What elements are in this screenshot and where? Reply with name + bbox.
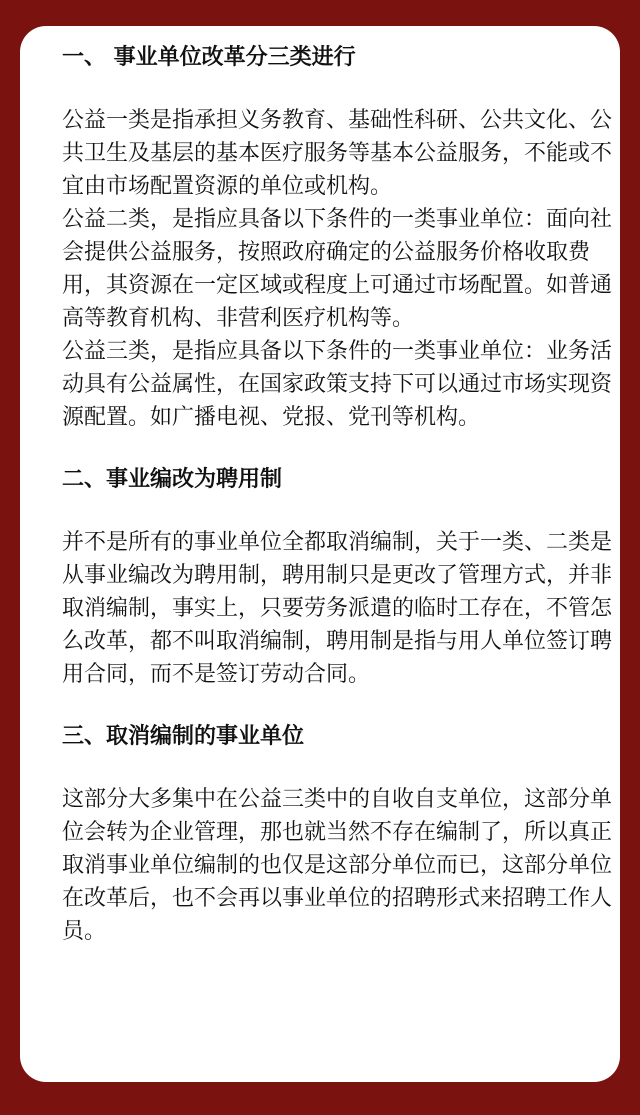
paragraph-employment-contract: 并不是所有的事业单位全都取消编制，关于一类、二类是从事业编改为聘用制，聘用制只是更改了管理方式，并非取消编制，事实上，只要劳务派遣的临时工存在，不管怎么改革，都不叫取消编制，聘用制是指与用人单位签订聘用合同，而不是签订劳动合同。: [62, 530, 613, 687]
section-body: [62, 104, 613, 434]
paragraph-public-welfare-1: 公益一类是指承担义务教育、基础性科研、公共文化、公共卫生及基层的基本医疗服务等基本公益服务，不能或不宜由市场配置资源的单位或机构。: [62, 108, 613, 199]
section-heading: 二、事业编改为聘用制: [62, 467, 283, 492]
section-reform-categories: [62, 42, 613, 434]
paragraph-public-welfare-3: 公益三类，是指应具备以下条件的一类事业单位：业务活动具有公益属性，在国家政策支持下可以通过市场实现资源配置。如广播电视、党报、党刊等机构。: [62, 339, 613, 430]
content-card: [20, 26, 620, 1082]
section-employment-contract: [62, 464, 613, 691]
paragraph-public-welfare-2: 公益二类，是指应具备以下条件的一类事业单位：面向社会提供公益服务，按照政府确定的公益服务价格收取费用，其资源在一定区域或程度上可通过市场配置。如普通高等教育机构、非营利医疗机构等。: [62, 207, 613, 331]
paragraph-cancelled-establishment: 这部分大多集中在公益三类中的自收自支单位，这部分单位会转为企业管理，那也就当然不存在编制了，所以真正取消事业单位编制的也仅是这部分单位而已，这部分单位在改革后，也不会再以事业单位的招聘形式来招聘工作人员。: [62, 787, 613, 944]
section-heading: 一、 事业单位改革分三类进行: [62, 45, 356, 70]
section-heading: 三、取消编制的事业单位: [62, 724, 305, 749]
section-body: [62, 526, 613, 691]
section-cancelled-establishment: [62, 721, 613, 948]
section-body: [62, 783, 613, 948]
